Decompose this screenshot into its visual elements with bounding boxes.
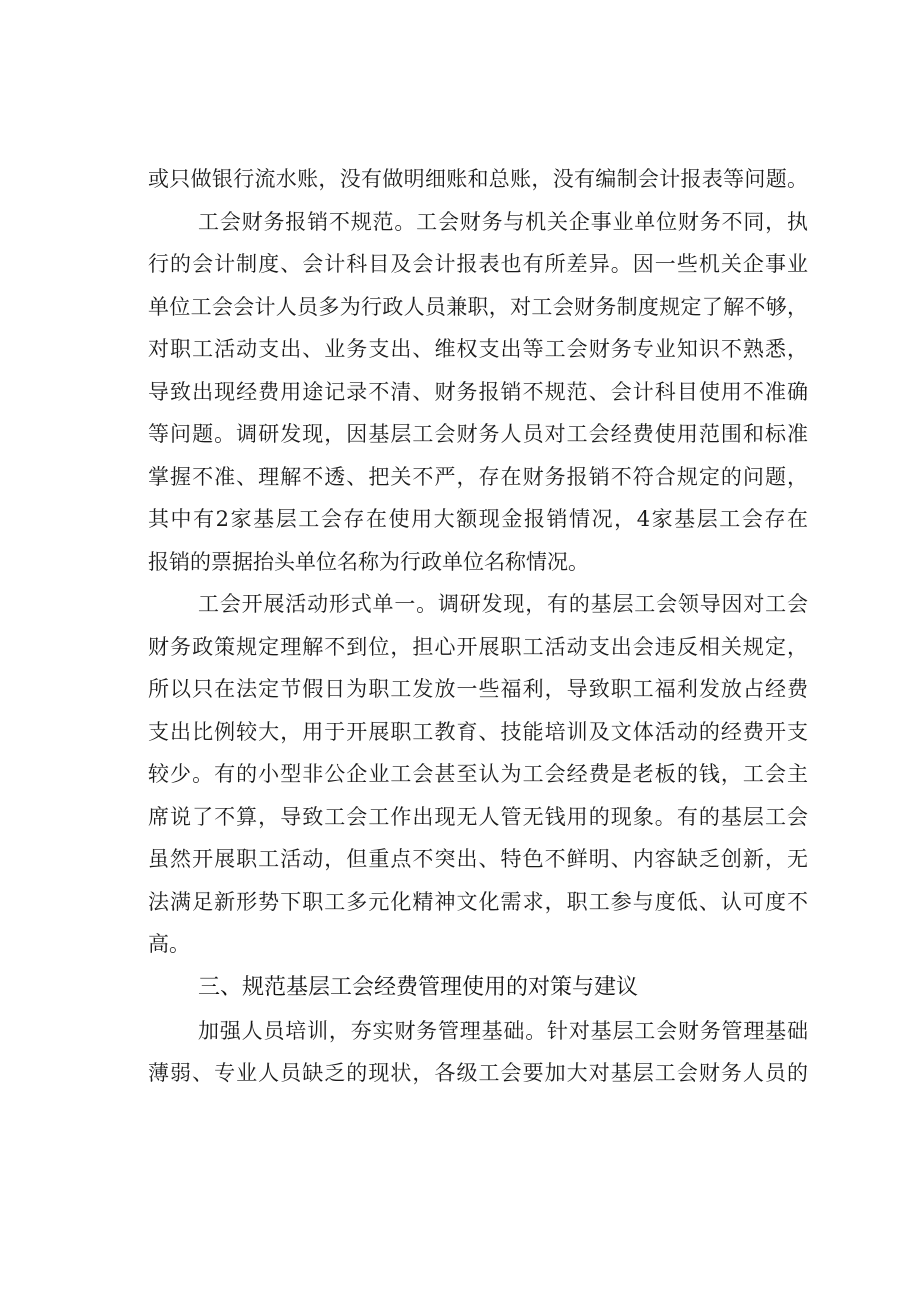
text-line: 高。 — [148, 932, 190, 956]
text-line: 虽然开展职工活动，但重点不突出、特色不鲜明、内容缺乏创新，无 — [148, 847, 808, 871]
text-line: 薄弱、专业人员缺乏的现状，各级工会要加大对基层工会财务人员的 — [148, 1061, 808, 1085]
text-line: 行的会计制度、会计科目及会计报表也有所差异。因一些机关企事业 — [148, 252, 808, 276]
text-line: 对职工活动支出、业务支出、维权支出等工会财务专业知识不熟悉， — [148, 337, 808, 361]
section-heading: 三、规范基层工会经费管理使用的对策与建议 — [198, 974, 639, 1000]
text-line: 支出比例较大，用于开展职工教育、技能培训及文体活动的经费开支 — [148, 719, 808, 744]
text-line: 工会开展活动形式单一。调研发现，有的基层工会领导因对工会 — [198, 592, 808, 616]
text-line: 财务政策规定理解不到位，担心开展职工活动支出会违反相关规定， — [148, 634, 808, 659]
text-line: 报销的票据抬头单位名称为行政单位名称情况。 — [148, 549, 589, 574]
text-line: 法满足新形势下职工多元化精神文化需求，职工参与度低、认可度不 — [148, 889, 808, 914]
text-line: 席说了不算，导致工会工作出现无人管无钱用的现象。有的基层工会 — [148, 804, 808, 829]
text-line: 掌握不准、理解不透、把关不严，存在财务报销不符合规定的问题， — [148, 464, 808, 489]
text-line: 等问题。调研发现，因基层工会财务人员对工会经费使用范围和标准 — [148, 422, 808, 446]
text-line: 工会财务报销不规范。工会财务与机关企事业单位财务不同，执 — [198, 209, 808, 234]
text-line: 其中有2家基层工会存在使用大额现金报销情况，4家基层工会存在 — [148, 507, 808, 531]
text-line: 导致出现经费用途记录不清、财务报销不规范、会计科目使用不准确 — [148, 379, 808, 404]
text-line: 较少。有的小型非公企业工会甚至认为工会经费是老板的钱，工会主 — [148, 762, 808, 786]
text-line: 所以只在法定节假日为职工发放一些福利，导致职工福利发放占经费 — [148, 677, 808, 701]
document-body — [148, 158, 808, 1095]
text-line: 单位工会会计人员多为行政人员兼职，对工会财务制度规定了解不够， — [148, 294, 808, 319]
text-line: 加强人员培训，夯实财务管理基础。针对基层工会财务管理基础 — [198, 1018, 808, 1043]
text-line: 或只做银行流水账，没有做明细账和总账，没有编制会计报表等问题。 — [148, 167, 808, 191]
